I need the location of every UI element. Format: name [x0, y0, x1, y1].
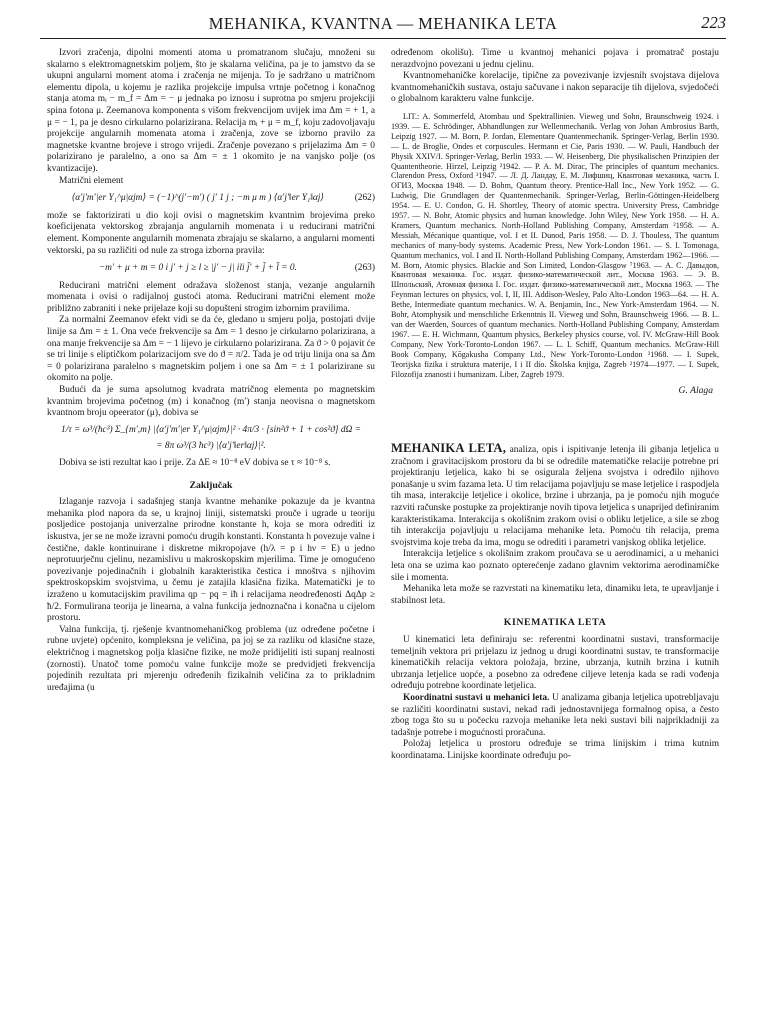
paragraph: Mehanika leta može se razvrstati na kinematiku leta, dinamiku leta, te upravljanje i stabilnost leta.	[391, 584, 719, 606]
author-signature: G. Alaga	[678, 385, 713, 397]
equation-262	[47, 193, 375, 205]
equation-rate-result: = 8π ω³/(3 ħc³) |⟨α′j′‖er‖αj⟩|².	[156, 441, 266, 452]
paragraph: određenom okolišu). Time u kvantnoj mehanici pojava i promatrač postaju nerazdvojno povezani u jednu cjelinu.	[391, 48, 719, 70]
page-number: 223	[701, 13, 726, 32]
paragraph: Izvori zračenja, dipolni momenti atoma u promatranom slučaju, množeni su skalarno s elektromagnetskim poljem, što je skalarna veličina, pa je to jamstvo da se ukupni angularni moment atoma i zračenja ne mijenja. To je sadržano u matričnom elementu dipola, u kojemu je razlika projekcije impulsa vrtnje početnog i konačnog stanja atoma mᵢ − m_f = Δm = − μ jednaka po iznosu i suprotna po smjeru projekciji spina fotona μ. Zeemanova komponenta s višom frekvencijom uvijek ima Δm = + 1, a μ = − 1, pa je desno cirkularno polarizirana. Relacija mᵢ + μ = m_f, koju zadovoljavaju projekcije angularnih momenata atoma i zračenja, zove se izborno pravilo za magnetske kvantne brojeve i strogo vrijedi. Zračenje povezano s prijelazima Δm = 0 polarizirano je paralelno, a ono sa Δm = ± 1 okomito je na vanjsko polje (os kvantizacije).	[47, 48, 375, 174]
entry-term: MEHANIKA LETA,	[391, 441, 507, 456]
paragraph: Izlaganje razvoja i sadašnjeg stanja kvantne mehanike pokazuje da je kvantna mehanika plod napora da se, u krajnoj liniji, sistematski prouče i ugrade u teoriju posljedice postojanja univerzalne prirodne konstante h, koja se mora odrediti iz iskustva, jer se ne može izravni pomoću drugih konstanti. Konstanta h povezuje valne i čestične, dakle kontinuirane i diskretne mikropojave (h/λ = p i hν = E) u jedno neprotuurječnu cjelinu, nezamislivu u makroskopskim mjerilima. Time je omogućeno povezivanje pojedinačnih i globalnih karakteristika čestica i mnoštva s njihovim spektroskopskim svojstvima, u čemu je zatajila klasična fizika. Matematički je to izraženo u komutacijskim pravilima qp − pq = iħ i relacijama neodređenosti ΔqΔp ≥ ħ/2. Formulirana teorija je linearna, a valna funkcija jednoznačna i konačna u cijelom prostoru.	[47, 497, 375, 624]
paragraph: može se faktorizirati u dio koji ovisi o magnetskim kvantnim brojevima preko koeficijenata vektorskog zbrajanja angularnih momenata i u reducirani matrični element. Komponente angularnih momenata zbrajaju se skalarno, a angularni momenti vektorski, pa su različiti od nule za stroga izborna pravila:	[47, 210, 375, 256]
paragraph-text: U analizama gibanja letjelica upotrebljavaju se različiti koordinatni sustavi, nekad radi jednostavnijega formalnog opisa, a često zbog toga što su u počecku razvoja mehanike leta neki sustavi bili najprikladniji za tadašnje potrebe i mogućnosti proračuna.	[391, 692, 719, 738]
paragraph: Kvantnomehaničke korelacije, tipične za povezivanje izvjesnih svojstava dijelova kvantnomehaničkih sustava, ostaju sačuvane i nakon separacije tih dijelova, svjedočeći o globalnom karakteru valne funkcije.	[391, 71, 719, 105]
equation-number: (263)	[354, 263, 375, 274]
section-title-zakljucak: Zaključak	[189, 479, 233, 491]
entry-lead-text: analiza, opis i ispitivanje letenja ili gibanja letjelica u zračnom i gravitacijskom prostoru da bi se odredile matematičke relacije potrebne pri projektiranju letjelica, kako bi se osigurala željena svojstva i određilo njihovo ponašanje u svim fazama leta. U tim relacijama pojavljuju se mase letjelice i raspodjela tih masa, interakcije letjelice i okolice, brzine i ubrzanja, pa je pomoću njih moguće razviti računske postupke za projektiranje novih tipova letjelica s unaprijed definiranim karakteristikama. Interakcija s okolišnim zrakom ovisi o obliku letjelice, a sile se zbog tih interakcija pojavljuju u relacijama mehanike leta. Pomoću tih relacija, prema svojstvima koje treba da ima, mogu se odrediti i parametri vanjskog oblika letjelice.	[391, 445, 720, 548]
inline-heading: Koordinatni sustavi u mehanici leta.	[403, 692, 550, 703]
equation-body: ⟨α′j′m′|er Y₁^μ|αjm⟩ = (−1)^(j′−m′) ( j′ 1 j ; −m μ m ) ⟨α′j′‖er Y₁‖αj⟩	[71, 193, 325, 204]
paragraph: U kinematici leta definiraju se: referentni koordinatni sustavi, transformacije temeljnih vektora pri prijelazu iz jednog u drugi koordinatni sustav, te transformacije kinematičkih relacija vektora položaja, brzine, ubrzanja, kutnih brzina i kutnih ubrzanja letjelice uopće, a posebno za određene ciljeve letenja kada se radi vođenja određuju potrebne koordinate letjelica.	[391, 634, 719, 692]
right-column	[391, 48, 719, 762]
paragraph: Interakcija letjelice s okolišnim zrakom proučava se u aerodinamici, a u mehanici leta ona se uzima kao poznato opterećenje zadano glavnim vektorima aerodinamičke sile i momenta.	[391, 549, 719, 583]
left-column	[47, 48, 375, 694]
paragraph: Položaj letjelica u prostoru određuje se trima linijskim i trima kutnim koordinatama. Linijske koordinate određuju po-	[391, 739, 719, 761]
paragraph: Budući da je suma apsolutnog kvadrata matričnog elementa po magnetskim kvantnim brojevima početnog (m) i konačnog (m′) stanja neovisna o magnetskom kvantnom broju opeerator (μ), dobiva se	[47, 385, 375, 419]
paragraph: Matrični element	[59, 175, 124, 186]
equation-body: −m′ + μ + m = 0 i j′ + j ≥ l ≥ |j′ − j| ili j̄′ + j̄ + l̄ = 0.	[98, 263, 297, 274]
header-rule	[40, 38, 726, 39]
references: LIT.: A. Sommerfeld, Atombau und Spektrallinien. Vieweg und Sohn, Braunschweig 1924. i 1939. — E. Schrödinger, Abhandlungen zur Wellenmechanik. Verlag von Johan Ambrosius Barth, Leipzig 1927. — M. Born, P. Jordan, Elementare Quantenmechanik. Springer-Verlag, Berlin 1930. — L. de Broglie, Ondes et corpuscules. Hermann et Cie, Paris 1930. — W. Pauli, Handbuch der Physik XXIV/I. Springer-Verlag, Berlin 1933. — W. Heisenberg, Die physikalischen Prinzipien der Quantentheorie. Hirzel, Leipzig ²1942. — P. A. M. Dirac, The principles of quantum mechanics. Clarendon Press, Oxford ³1947. — Л. Д. Ландау, Е. М. Лифшиц, Квантовая механика, часть I. ОГИЗ, Москва 1948. — D. Bohm, Quantum theory. Prentice-Hall Inc., New York 1952. — G. Ludwig, Die Grundlagen der Quantenmechanik. Springer-Verlag, Berlin-Göttingen-Heidelberg 1954. — E. U. Condon, G. H. Shortley, Theory of atomic spectra. University Press, Cambridge 1957. — N. Bohr, Atomic physics and human knowledge. John Wiley, New York 1958. — H. A. Kramers, Quantum mechanics. North-Holland Publishing Company, Amsterdam ²1958. — A. Messiah, Mécanique quantique, vol. I et II. Dunod, Paris 1958. — D. J. Thouless, The quantum mechanics of many-body systems. Academic Press, New York-London 1961. — S. I. Tomonaga, Quantum mechanics, vol. I and II. North-Holland Publishing Company, Amsterdam 1962—1966. — M. Born, Atomic physics. Blackie and Son Limited, London-Glasgow ⁷1963. — А. С. Давыдов, Квантовая механика. Гос. издат. физико-математической лит., Москва 1963. — Э. В. Шпольский, Атомная физика I. Гос. издат. физико-математической лит., Москва 1963. — The Feynman lectures on physics, vol. I, II, III. Addison-Wesley, Palo Alto-London 1963—64. — H. A. Bethe, Intermediate quantum mechanics. W. A. Benjamin, Inc., New York-Amsterdam 1964. — N. Bohr, Atomphysik und menschliche Erkenntnis II. Vieweg und Sohn, Braunschweig 1966. — B. L. van der Waerden, Sources of quantum mechanics. North-Holland Publishing Company, Amsterdam 1967. — E. H. Wichmann, Quantum physics, Berkeley physics course, vol. IV. McGraw-Hill Book Company, New York-Toronto-London 1967. — L. I. Schiff, Quantum mechanics. McGraw-Hill Book Company, Kōgakusha Company Ltd., New York-Toronto-London ³1968. — I. Supek, Teorijska fizika i struktura materije, I i II dio. Školska knjiga, Zagreb ²1974—1977. — I. Supek, Filozofija znanosti i humanizam. Liber, Zagreb 1979.	[391, 111, 719, 379]
section-title-kinematika: KINEMATIKA LETA	[503, 617, 607, 629]
paragraph: Reducirani matrični element odražava složenost stanja, vezanje angularnih momenata i ovisi o radijalnoj gustoći atoma. Reducirani matrični element može približno zabraniti i neke prijelaze koji su dopušteni strogim izbornim pravilima.	[47, 280, 375, 314]
running-head: MEHANIKA, KVANTNA — MEHANIKA LETA	[208, 14, 558, 33]
equation-rate: 1/τ = ω³/(ħc³) Σ_{m′,m} |⟨α′j′m′|er Y₁^μ|αjm⟩|² · 4π/3 · [sin²ϑ + 1 + cos²ϑ] dΩ =	[61, 424, 361, 435]
equation-number: (262)	[354, 193, 375, 204]
paragraph	[391, 693, 719, 739]
entry-lead-paragraph	[391, 443, 719, 549]
paragraph: Valna funkcija, tj. rješenje kvantnomehaničkog problema (uz određene početne i rubne uvjete) općenito, kompleksna je veličina, pa joj se za razliku od klasične staze, električnog i magnetskog polja klasične fizike, ne može pridijeliti isti supanj realnosti (zornosti). Unatoč tome pomoću valne funkcije može se predvidjeti frekvencija pojedinih rezultata pri mjerenju određenih fizikalnih veličina za to prikladnim uređajima (u	[47, 624, 375, 693]
paragraph: Za normalni Zeemanov efekt vidi se da će, gledano u smjeru polja, postojati dvije linije sa Δm = ± 1. Ona veće frekvencije sa Δm = 1 desno je cirkularno polarizirana, a ona manje frekvencije sa Δm = − 1 lijevo je cirkularno polarizirana. Za ϑ > 0 pojavit će se tri linije s eliptičkom polarizacijom sve do ϑ = π/2. Tada je od triju linija ona sa Δm = 0 polarizirana paralelno s magnetskim poljem i one sa Δm = ± 1 polarizirane su okomito na polje.	[47, 315, 375, 384]
paragraph: Dobiva se isti rezultat kao i prije. Za ΔE ≈ 10⁻⁸ eV dobiva se τ ≈ 10⁻⁸ s.	[59, 458, 331, 468]
page-header	[40, 12, 726, 36]
equation-263	[47, 263, 375, 275]
